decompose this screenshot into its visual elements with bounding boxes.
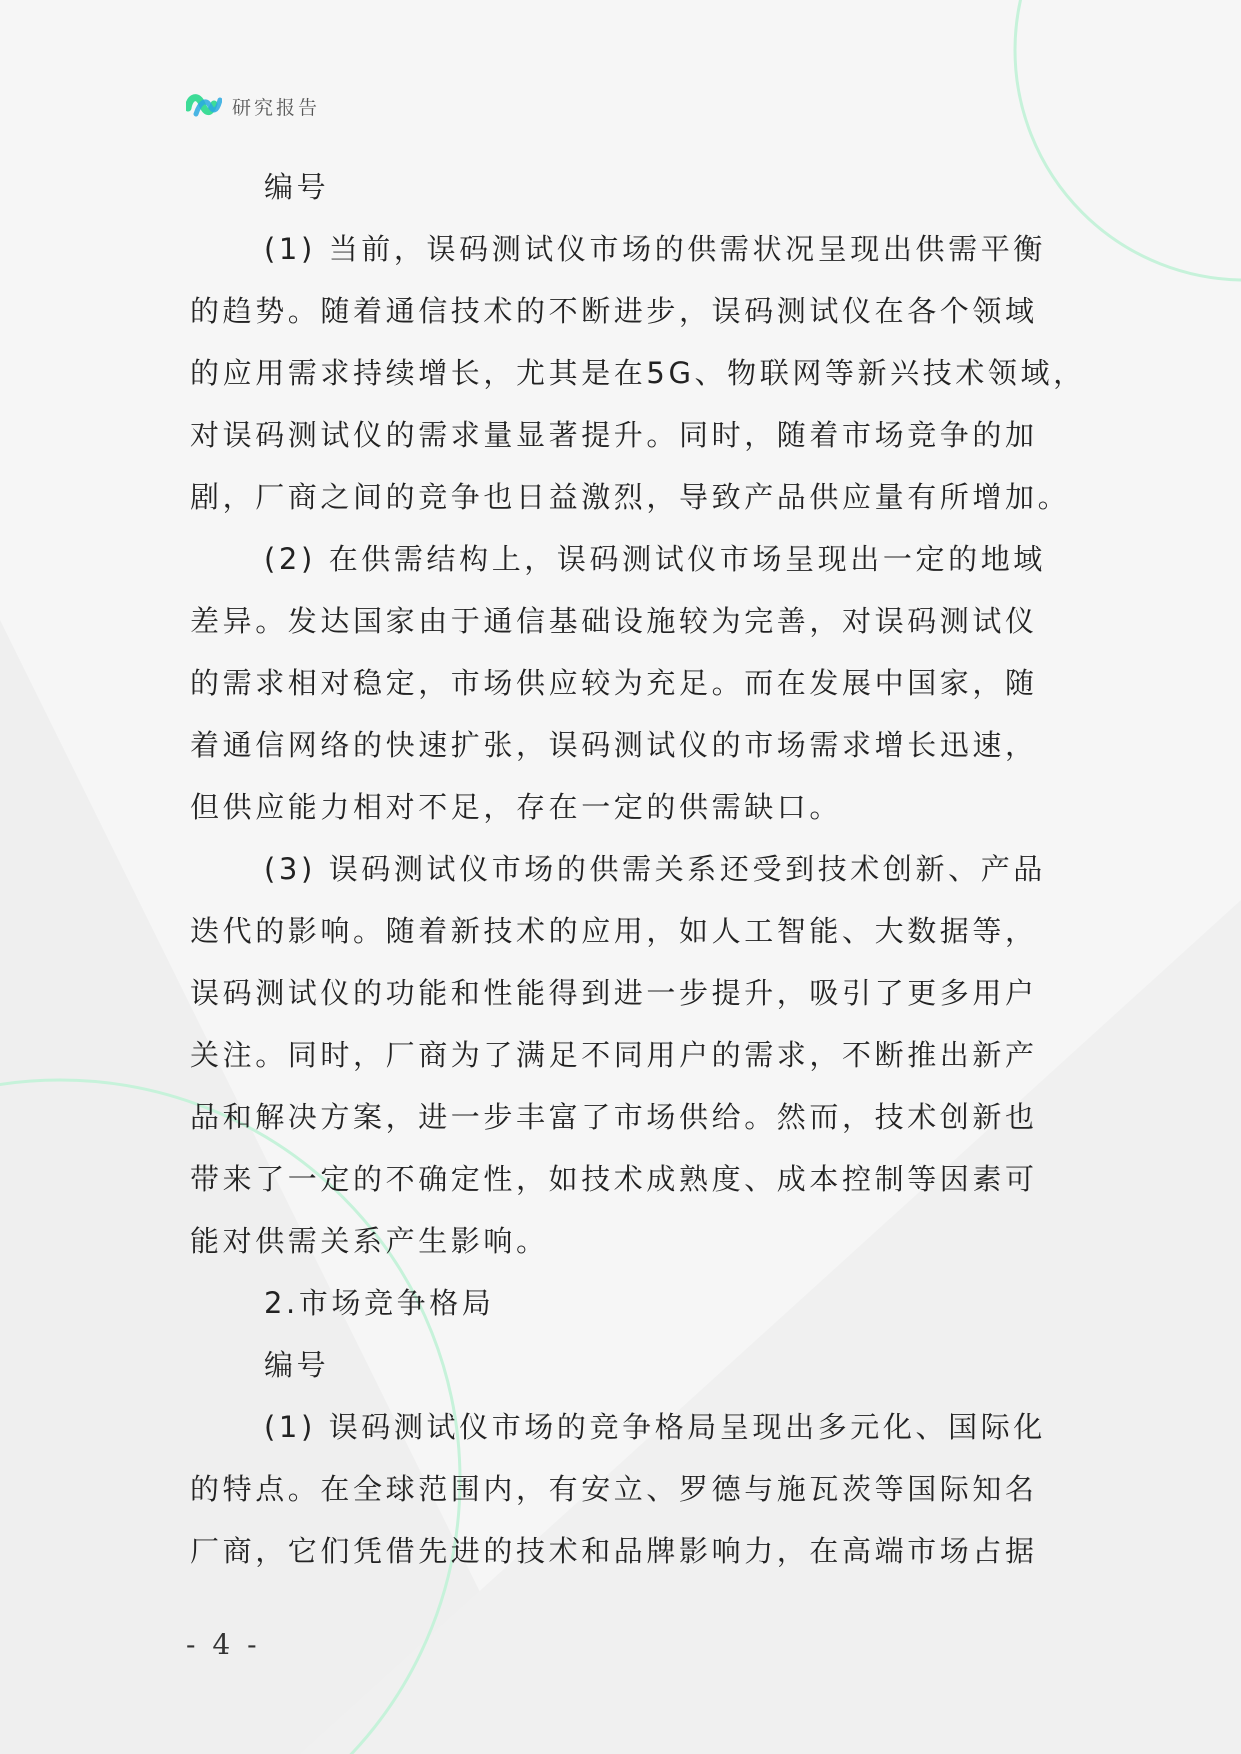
text-line: (3) 误码测试仪市场的供需关系还受到技术创新、产品 [264, 852, 1046, 886]
text-line: 品和解决方案，进一步丰富了市场供给。然而，技术创新也 [190, 1100, 1038, 1134]
text-line: 的需求相对稳定，市场供应较为充足。而在发展中国家，随 [190, 666, 1038, 700]
text-line: 对误码测试仪的需求量显著提升。同时，随着市场竞争的加 [190, 418, 1038, 452]
text-line: 但供应能力相对不足，存在一定的供需缺口。 [190, 790, 843, 824]
text-line: 迭代的影响。随着新技术的应用，如人工智能、大数据等， [190, 914, 1038, 948]
text-line: (1) 当前，误码测试仪市场的供需状况呈现出供需平衡 [264, 232, 1046, 266]
text-line: 带来了一定的不确定性，如技术成熟度、成本控制等因素可 [190, 1162, 1038, 1196]
text-line: 的特点。在全球范围内，有安立、罗德与施瓦茨等国际知名 [190, 1472, 1038, 1506]
text-line: 着通信网络的快速扩张，误码测试仪的市场需求增长迅速， [190, 728, 1038, 762]
text-line: 误码测试仪的功能和性能得到进一步提升，吸引了更多用户 [190, 976, 1038, 1010]
text-line: 2.市场竞争格局 [264, 1286, 495, 1320]
header-title: 研究报告 [232, 96, 321, 119]
text-line: 的应用需求持续增长，尤其是在5G、物联网等新兴技术领域， [190, 356, 1086, 390]
text-line: 编号 [264, 170, 330, 204]
text-line: 能对供需关系产生影响。 [190, 1224, 549, 1258]
text-line: 的趋势。随着通信技术的不断进步，误码测试仪在各个领域 [190, 294, 1038, 328]
text-line: (1) 误码测试仪市场的竞争格局呈现出多元化、国际化 [264, 1410, 1046, 1444]
text-line: 厂商，它们凭借先进的技术和品牌影响力，在高端市场占据 [190, 1534, 1038, 1568]
page-header [186, 86, 320, 126]
text-line: 剧，厂商之间的竞争也日益激烈，导致产品供应量有所增加。 [190, 480, 1071, 514]
page-number: - 4 - [186, 1628, 261, 1661]
text-line: (2) 在供需结构上，误码测试仪市场呈现出一定的地域 [264, 542, 1046, 576]
text-line: 关注。同时，厂商为了满足不同用户的需求，不断推出新产 [190, 1038, 1038, 1072]
text-line: 编号 [264, 1348, 330, 1382]
body-text [190, 156, 1086, 1582]
brand-logo-icon [186, 90, 222, 122]
text-line: 差异。发达国家由于通信基础设施较为完善，对误码测试仪 [190, 604, 1038, 638]
